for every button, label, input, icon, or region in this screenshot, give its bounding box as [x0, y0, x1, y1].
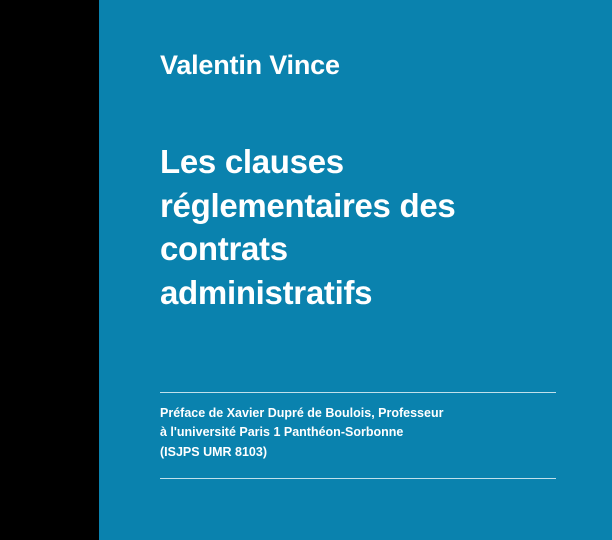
preface-credit — [160, 404, 540, 462]
preface-line-3: (ISJPS UMR 8103) — [160, 444, 267, 459]
divider-bottom — [160, 478, 556, 479]
preface-line-1: Préface de Xavier Dupré de Boulois, Professeur — [160, 406, 444, 420]
book-title: Les clauses réglementaires des contrats administratifs — [160, 143, 456, 311]
cover-spine — [0, 0, 99, 540]
author-name: Valentin Vince — [160, 50, 340, 80]
cover-content — [160, 0, 564, 540]
preface-line-2: à l'université Paris 1 Panthéon-Sorbonne — [160, 425, 404, 440]
divider-top — [160, 392, 556, 393]
